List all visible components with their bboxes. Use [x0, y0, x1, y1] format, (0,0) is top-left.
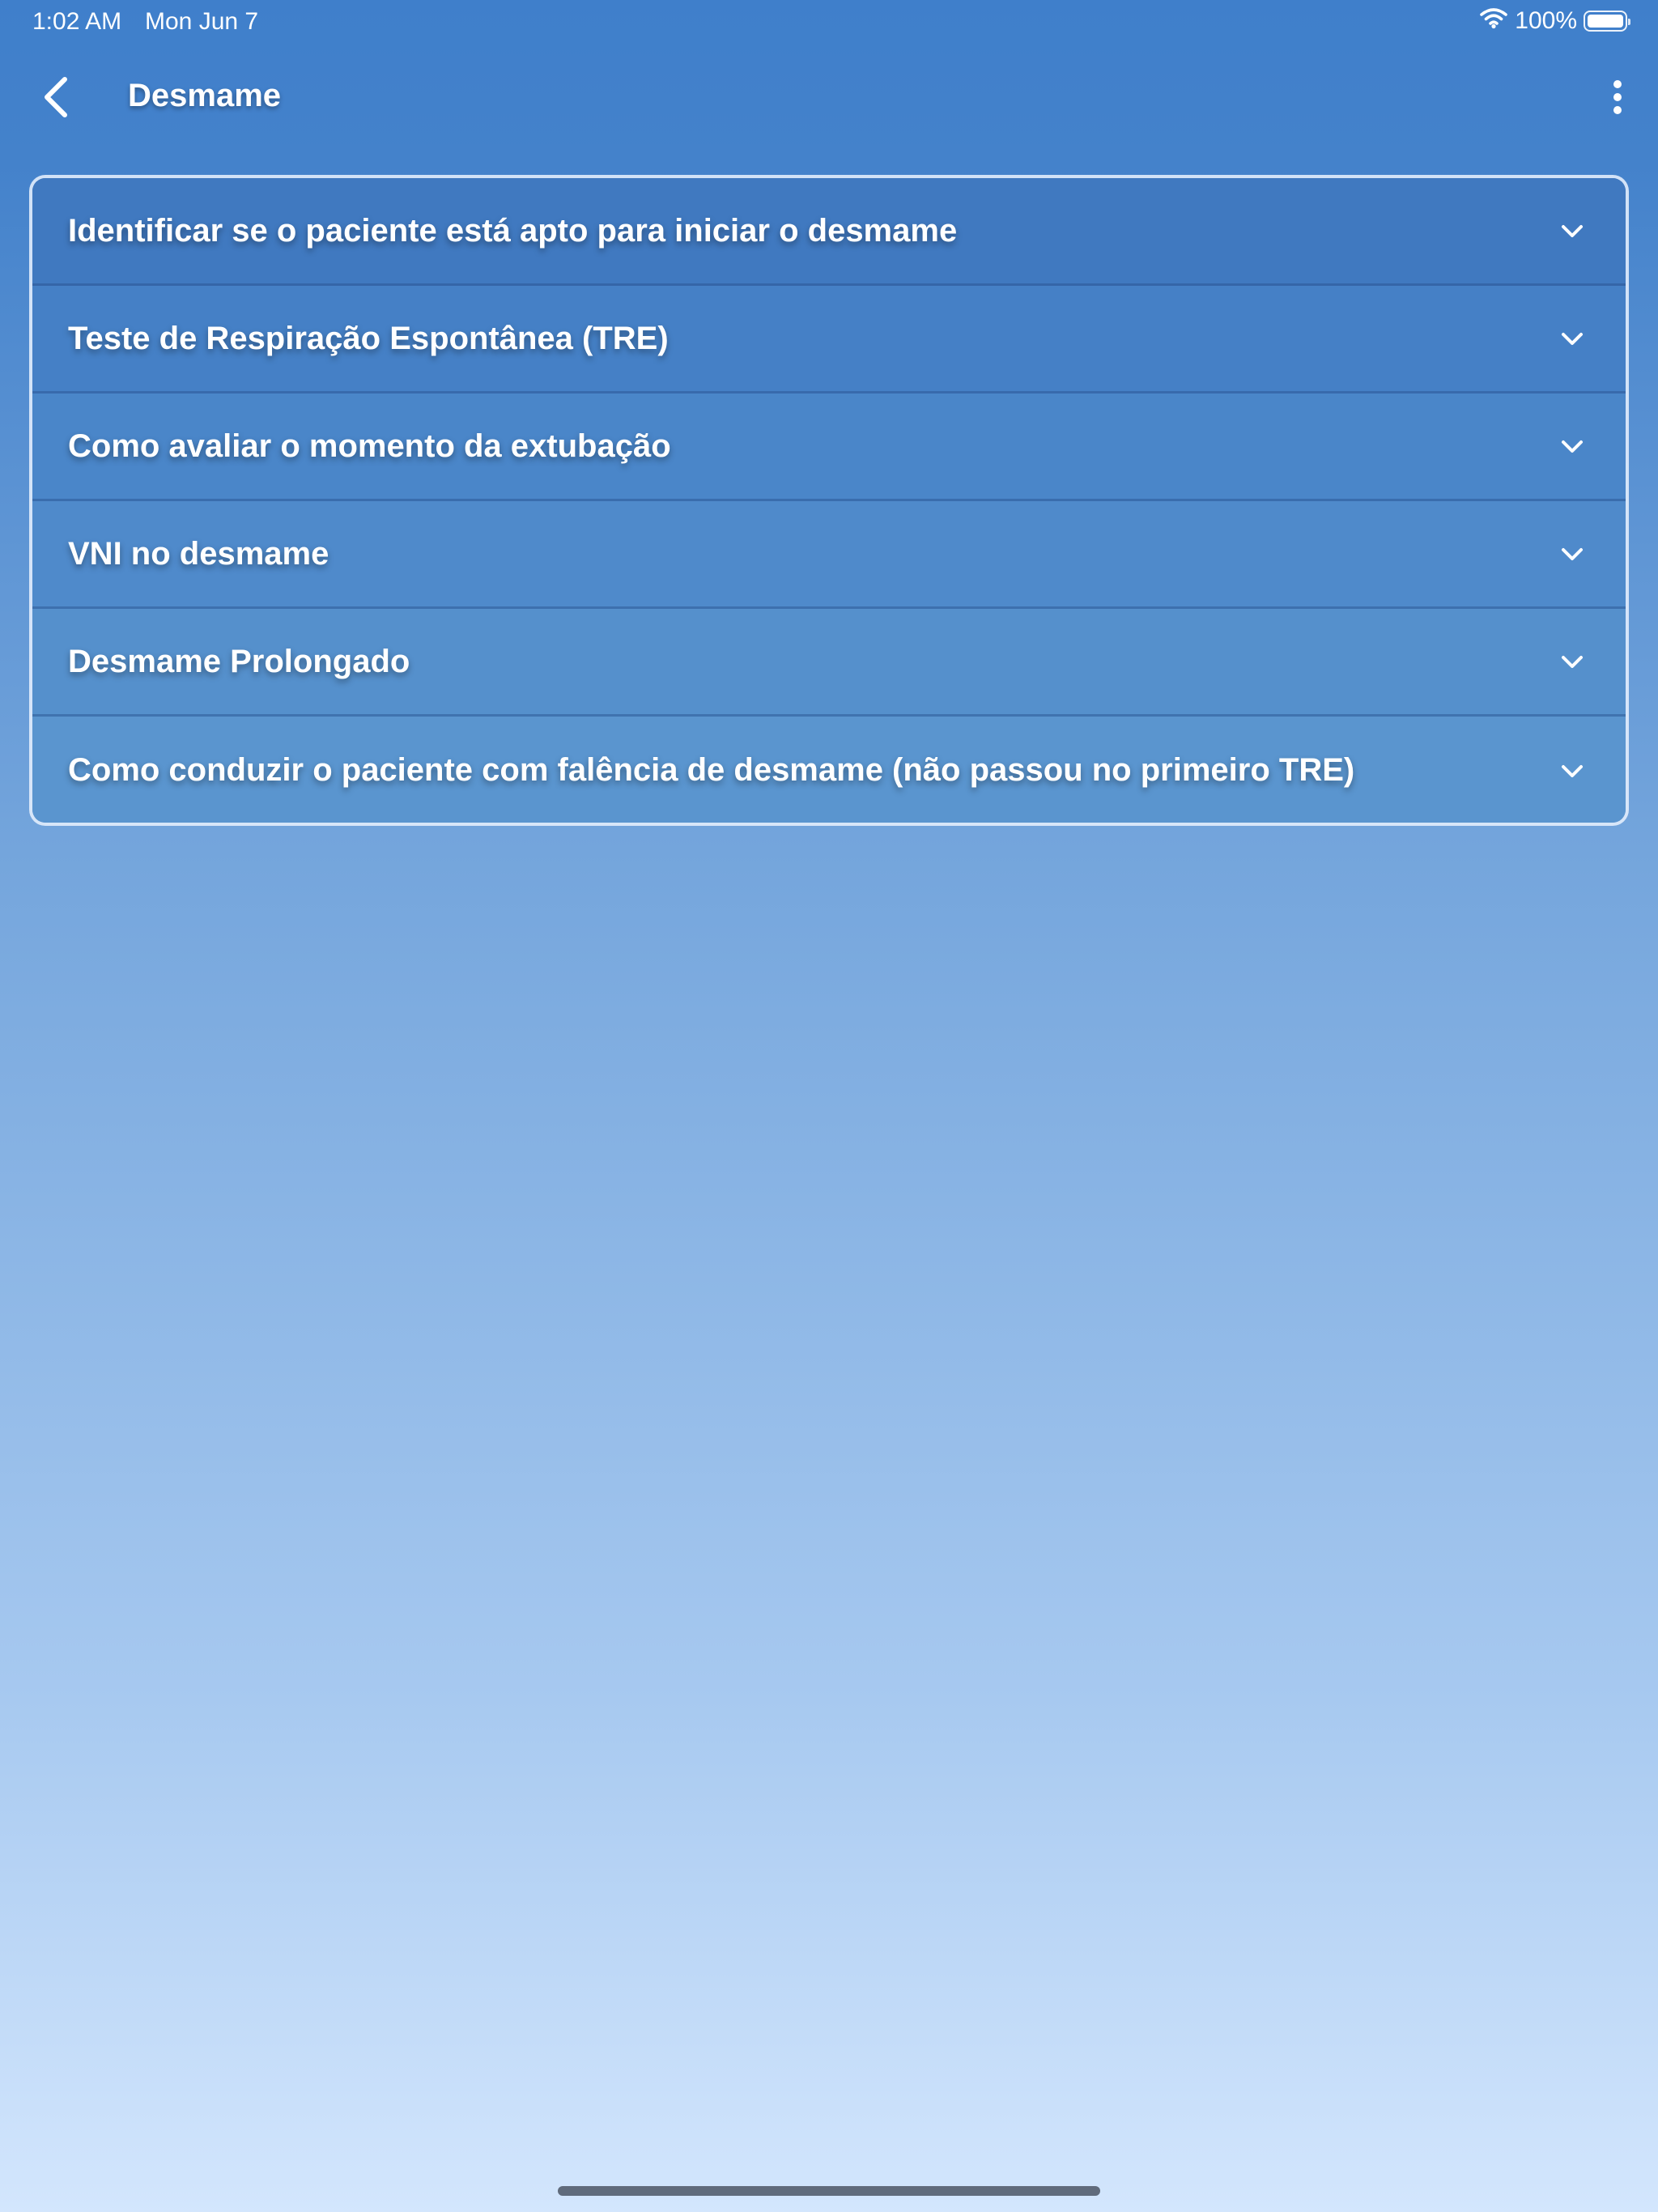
accordion-item-label: Como avaliar o momento da extubação — [68, 428, 671, 464]
chevron-down-icon — [1559, 325, 1585, 351]
accordion-item-falencia-desmame[interactable] — [32, 717, 1626, 824]
status-bar — [0, 0, 1658, 45]
home-indicator[interactable] — [558, 2186, 1100, 2196]
chevron-down-icon — [1559, 649, 1585, 674]
nav-bar — [0, 49, 1658, 146]
accordion-item-label: VNI no desmame — [68, 535, 329, 572]
status-date: Mon Jun 7 — [145, 8, 259, 35]
back-button[interactable] — [24, 66, 89, 131]
accordion-item-tre[interactable] — [32, 286, 1626, 393]
accordion-item-label: Como conduzir o paciente com falência de desmame (não passou no primeiro TRE) — [68, 752, 1355, 788]
status-time: 1:02 AM — [32, 8, 122, 35]
wifi-icon — [1479, 6, 1508, 36]
battery-fill — [1588, 15, 1623, 28]
more-vertical-icon — [1611, 79, 1624, 119]
chevron-down-icon — [1559, 433, 1585, 459]
battery-icon — [1584, 11, 1627, 32]
more-options-button[interactable] — [1585, 66, 1650, 131]
chevron-down-icon — [1559, 218, 1585, 244]
accordion-item-extubacao[interactable] — [32, 393, 1626, 501]
page-title: Desmame — [128, 78, 282, 113]
battery-tip — [1628, 19, 1630, 25]
chevron-down-icon — [1559, 541, 1585, 567]
accordion-item-apto-desmame[interactable] — [32, 178, 1626, 286]
chevron-down-icon — [1559, 758, 1585, 784]
battery-percent: 100% — [1515, 7, 1577, 34]
accordion-item-label: Identificar se o paciente está apto para iniciar o desmame — [68, 212, 958, 249]
accordion-item-label: Desmame Prolongado — [68, 643, 410, 679]
accordion-item-desmame-prolongado[interactable] — [32, 609, 1626, 717]
status-right — [1479, 6, 1627, 36]
accordion-list — [29, 175, 1629, 826]
accordion-item-vni[interactable] — [32, 501, 1626, 609]
chevron-left-icon — [40, 76, 73, 122]
accordion-item-label: Teste de Respiração Espontânea (TRE) — [68, 320, 669, 356]
